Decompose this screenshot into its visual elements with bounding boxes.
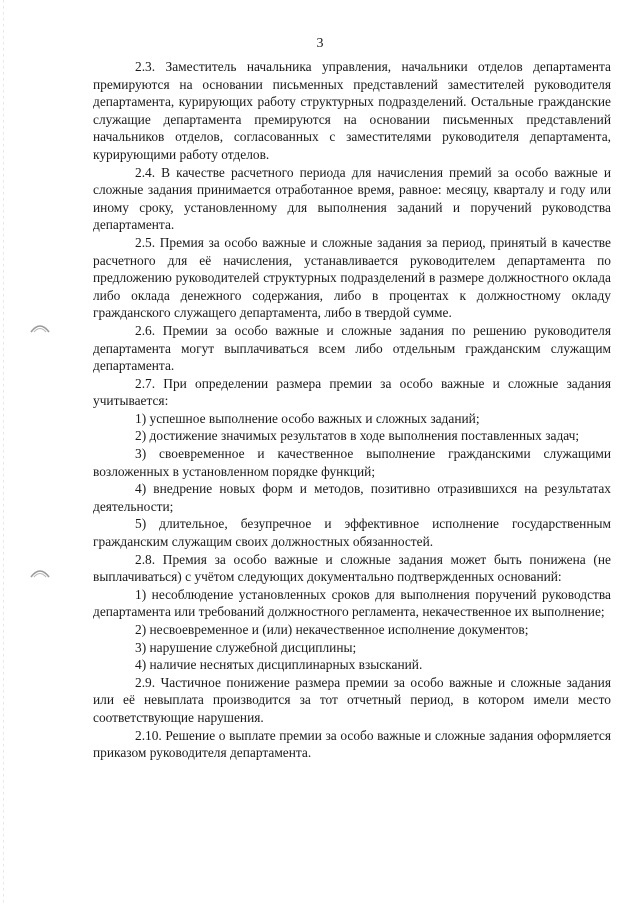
list-item-2-8-3: 3) нарушение служебной дисциплины; — [135, 639, 357, 655]
paragraph-2-6: 2.6. Премии за особо важные и сложные задания по решению руководителя департамента могут выплачиваться всем либо отдельным гражданским служащим департамента. — [93, 322, 611, 374]
paragraph-2-3: 2.3. Заместитель начальника управления, начальники отделов департамента премируются на основании письменных представлений заместителей руководителя департамента, курирующих работу структурных подразделений. Остальные гражданские служащие департамента премируются на основании письменных представлений начальников отделов, согласованных с заместителями руководителя департамента, курирующими работу отделов. — [93, 59, 611, 162]
list-item-2-7-3: 3) своевременное и качественное выполнение гражданскими служащими возложенных в установленном порядке функций; — [93, 446, 611, 479]
page-number: 3 — [316, 36, 324, 51]
list-item-2-7-5: 5) длительное, безупречное и эффективное исполнение государственным гражданским служащим своих должностных обязанностей. — [93, 516, 611, 550]
list-item-2-7-4: 4) внедрение новых форм и методов, позитивно отразившихся на результатах деятельности; — [93, 481, 611, 514]
list-item-2-8-2: 2) несвоевременное и (или) некачественное исполнение документов; — [135, 622, 529, 637]
paragraph-2-10: 2.10. Решение о выплате премии за особо важные и сложные задания оформляется приказом руководителя департамента. — [93, 727, 611, 761]
paragraph-2-7: 2.7. При определении размера премии за особо важные и сложные задания учитывается: — [93, 375, 611, 409]
list-item-2-7-2: 2) достижение значимых результатов в ходе выполнения поставленных задач; — [135, 428, 580, 444]
paragraph-2-4: 2.4. В качестве расчетного периода для начисления премий за особо важные и сложные задания принимается отработанное время, равное: месяцу, кварталу и году или иному сроку, установленному для выполнения заданий и поручений руководства департамента. — [93, 164, 611, 233]
hole-punch-mark-icon — [30, 568, 50, 578]
paragraph-2-9: 2.9. Частичное понижение размера премии за особо важные и сложные задания или её невыплата производится за тот отчетный период, в котором имели место соответствующие нарушения. — [93, 674, 611, 725]
document-body — [93, 58, 611, 762]
paragraph-2-5: 2.5. Премия за особо важные и сложные задания за период, принятый в качестве расчетного для её начисления, устанавливается руководителем департамента по предложению руководителей структурных подразделений в размере должностного оклада либо оклада денежного содержания, либо в процентах к должностному окладу гражданского служащего департамента, либо в твердой сумме. — [93, 234, 611, 321]
list-item-2-8-1: 1) несоблюдение установленных сроков для выполнения поручений руководства департамента или требований должностного регламента, некачественное их выполнение; — [93, 586, 611, 620]
scan-edge — [3, 0, 5, 905]
hole-punch-mark-icon — [30, 323, 50, 333]
list-item-2-7-1: 1) успешное выполнение особо важных и сложных заданий; — [135, 410, 480, 426]
paragraph-2-8: 2.8. Премия за особо важные и сложные задания может быть понижена (не выплачиваться) с учётом следующих документально подтвержденных оснований: — [93, 551, 611, 585]
list-item-2-8-4: 4) наличие неснятых дисциплинарных взысканий. — [135, 657, 423, 673]
